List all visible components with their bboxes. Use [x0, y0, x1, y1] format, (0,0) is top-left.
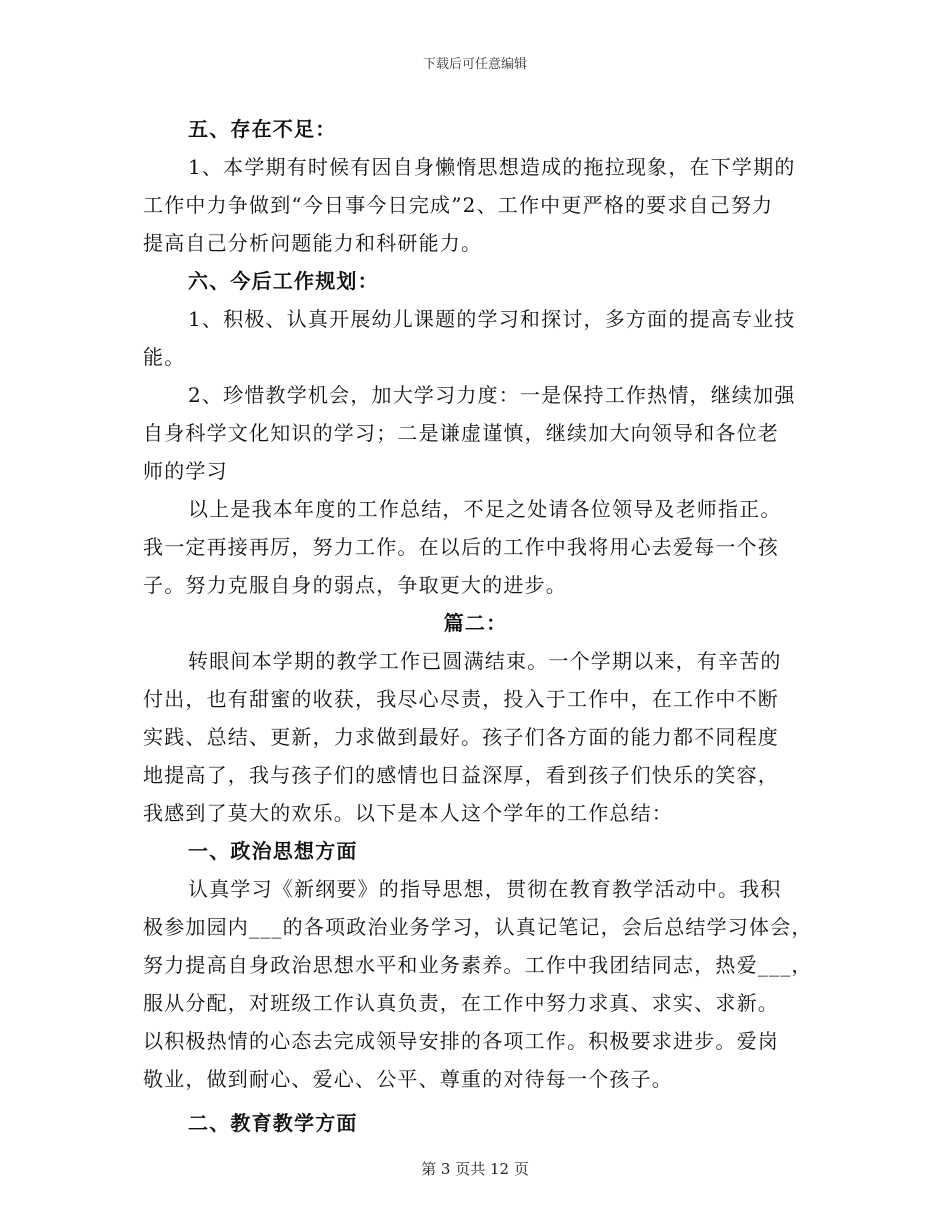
- paragraph-line: 子。努力克服自身的弱点，争取更大的进步。: [143, 573, 567, 597]
- section-heading: 六、今后工作规划：: [188, 269, 379, 293]
- paragraph-line: 自身科学文化知识的学习；二是谦虚谨慎，继续加大向领导和各位老: [143, 421, 779, 445]
- document-body: [143, 110, 813, 1142]
- part-heading: 篇二：: [443, 611, 508, 635]
- section-heading: 一、政治思想方面: [188, 839, 358, 863]
- paragraph-line: 地提高了，我与孩子们的感情也日益深厚，看到孩子们快乐的笑容，: [143, 763, 779, 787]
- paragraph-line: 实践、总结、更新，力求做到最好。孩子们各方面的能力都不同程度: [143, 725, 779, 749]
- paragraph-line: 认真学习《新纲要》的指导思想，贯彻在教育教学活动中。我积: [188, 877, 782, 901]
- paragraph-line: 转眼间本学期的教学工作已圆满结束。一个学期以来，有辛苦的: [188, 649, 782, 673]
- header-note: 下载后可任意编辑: [422, 57, 527, 72]
- paragraph-line: 极参加园内___的各项政治业务学习，认真记笔记，会后总结学习体会，: [143, 915, 813, 939]
- section-heading: 五、存在不足：: [188, 117, 337, 141]
- paragraph-line: 以积极热情的心态去完成领导安排的各项工作。积极要求进步。爱岗: [143, 1029, 779, 1053]
- paragraph-line: 1、积极、认真开展幼儿课题的学习和探讨，多方面的提高专业技: [188, 307, 796, 331]
- paragraph-line: 服从分配，对班级工作认真负责，在工作中努力求真、求实、求新。: [143, 991, 779, 1015]
- paragraph-line: 我一定再接再厉，努力工作。在以后的工作中我将用心去爱每一个孩: [143, 535, 779, 559]
- paragraph-line: 敬业，做到耐心、爱心、公平、尊重的对待每一个孩子。: [143, 1067, 673, 1091]
- paragraph-line: 师的学习: [143, 459, 228, 483]
- paragraph-line: 我感到了莫大的欢乐。以下是本人这个学年的工作总结：: [143, 801, 673, 825]
- paragraph-line: 提高自己分析问题能力和科研能力。: [143, 231, 483, 255]
- page-number: 第 3 页共 12 页: [421, 1160, 529, 1178]
- paragraph-line: 工作中力争做到“今日事今日完成”2、工作中更严格的要求自己努力: [143, 193, 774, 217]
- paragraph-line: 1、本学期有时候有因自身懒惰思想造成的拖拉现象，在下学期的: [188, 155, 796, 179]
- paragraph-line: 2、珍惜教学机会，加大学习力度：一是保持工作热情，继续加强: [188, 383, 796, 407]
- paragraph-line: 能。: [143, 345, 186, 369]
- paragraph-line: 以上是我本年度的工作总结，不足之处请各位领导及老师指正。: [188, 497, 782, 521]
- paragraph-line: 努力提高自身政治思想水平和业务素养。工作中我团结同志，热爱___，: [143, 953, 813, 977]
- paragraph-line: 付出，也有甜蜜的收获，我尽心尽责，投入于工作中，在工作中不断: [143, 687, 779, 711]
- section-heading: 二、教育教学方面: [188, 1111, 358, 1135]
